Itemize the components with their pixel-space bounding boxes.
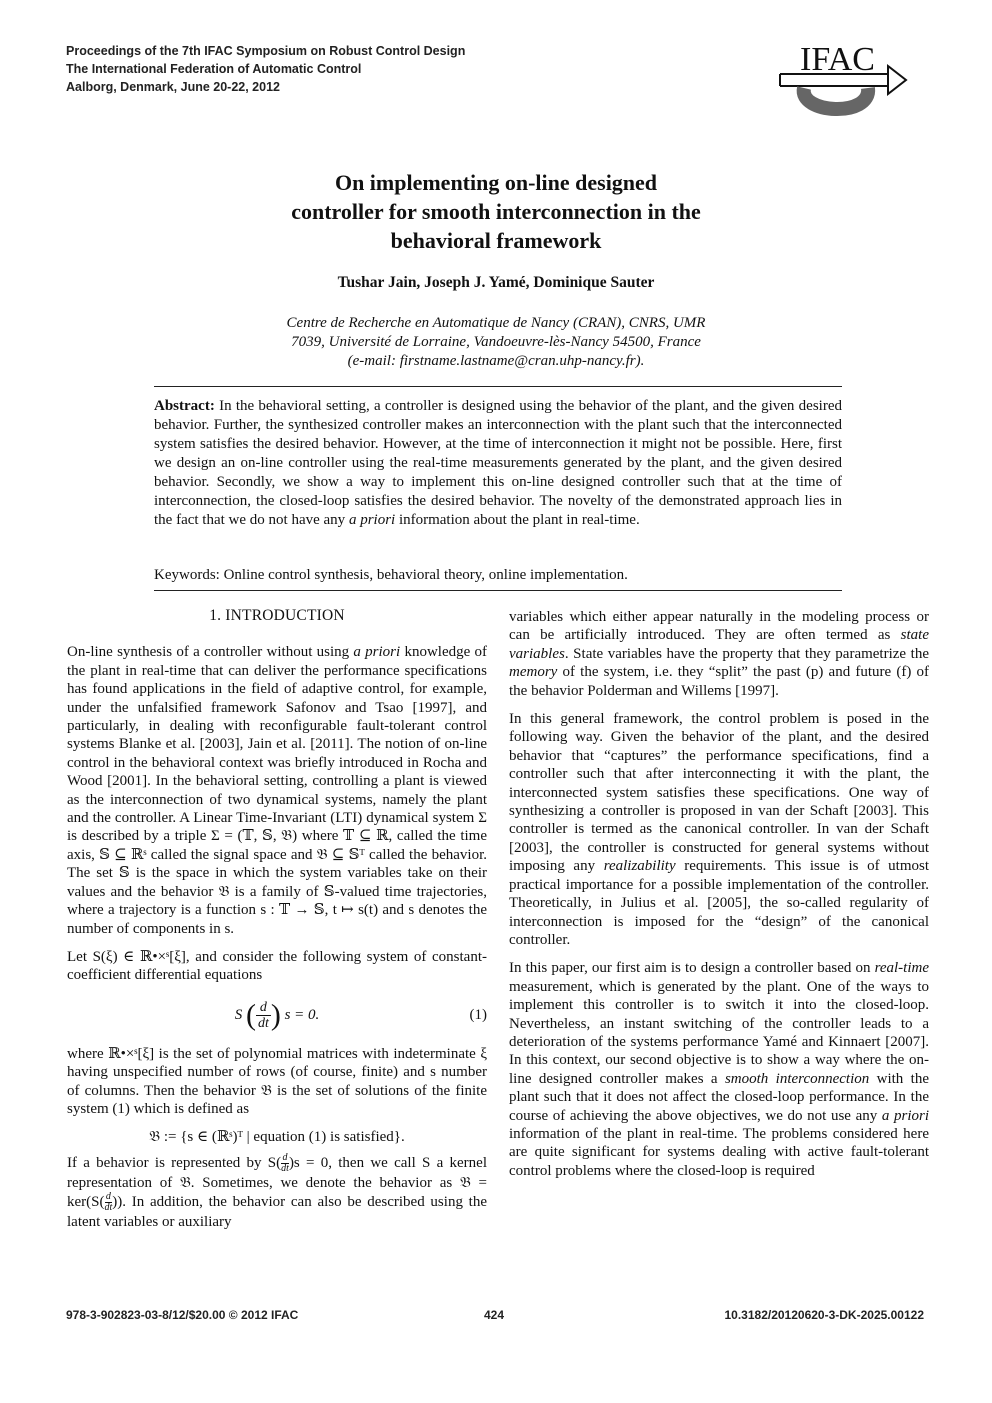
title-line-2: controller for smooth interconnection in the xyxy=(291,199,701,224)
affiliation-line-3: (e-mail: firstname.lastname@cran.uhp-nancy.fr). xyxy=(347,353,645,369)
intro-paragraph-2: Let S(ξ) ∈ ℝ•×ˢ[ξ], and consider the following system of constant-coefficient differential equations xyxy=(67,948,487,984)
text-run: variables which either appear naturally in the modeling process or can be artificially introduced. They are often termed as xyxy=(509,609,929,644)
text-run: On-line synthesis of a controller without using xyxy=(67,644,350,661)
frac-denominator: dt xyxy=(104,1202,113,1214)
text-run: In this paper, our first aim is to design a controller based on xyxy=(509,960,871,977)
right-paragraph-3 xyxy=(509,959,929,1180)
keywords: Keywords: Online control synthesis, behavioral theory, online implementation. xyxy=(154,567,628,583)
eq-rest: s = 0. xyxy=(284,1006,320,1023)
eq-symbol: S xyxy=(234,1006,243,1023)
abstract xyxy=(154,397,842,530)
text-run: . State variables have the property that they parametrize the xyxy=(564,645,929,662)
eq-numerator: d xyxy=(256,1000,271,1016)
italic-run: state variables xyxy=(509,627,929,662)
affiliation-line-2: 7039, Université de Lorraine, Vandoeuvre-lès-Nancy 54500, France xyxy=(291,334,701,350)
intro-paragraph-1 xyxy=(67,643,487,938)
affiliation xyxy=(200,314,792,371)
italic-run: memory xyxy=(509,664,558,681)
footer-page-number: 424 xyxy=(484,1308,505,1322)
eq-paren-close: ) xyxy=(270,998,281,1032)
text-run: information of the plant in real-time. The problems considered here are quite significant for systems dealing with active fault-tolerant control problems where the closed-loop is required xyxy=(509,1125,929,1179)
italic-run: real-time xyxy=(874,960,930,977)
text-run: If a behavior is represented by S( xyxy=(67,1154,282,1171)
equation-1 xyxy=(67,995,487,1035)
proceedings-header xyxy=(66,42,465,96)
italic-run: smooth interconnection xyxy=(724,1070,870,1087)
paper-title xyxy=(160,168,832,255)
equation-number: (1) xyxy=(469,1006,487,1023)
ifac-logo-text: IFAC xyxy=(800,41,875,78)
header-line-1: Proceedings of the 7th IFAC Symposium on Robust Control Design xyxy=(66,44,466,58)
frac-numerator: d xyxy=(105,1191,111,1203)
text-run: knowledge of the plant in real-time that can deliver the performance specifications has found applications in the field of adaptive control, for example, under the unfalsified framework Safonov and Tsao [1997], and particularly, in dealing with reconfigurable fault-tolerant control systems Blanke et al. [2003], Jain et al. [2011]. The notion of on-line control in the behavioral context was briefly introduced in Rocha and Wood [2001]. In the behavioral setting, controlling a plant is viewed as the interconnection of two dynamical systems, namely the plant and the controller. A Linear Time-Invariant (LTI) dynamical system Σ is described by a triple Σ = (𝕋, 𝕊, 𝔅) where 𝕋 ⊆ ℝ, called the time axis, 𝕊 ⊆ ℝˢ called the signal space and 𝔅 ⊆ 𝕊ᵀ called the behavior. The set 𝕊 is the space in which the system variables take on their values and the behavior 𝔅 is a family of 𝕊-valued time trajectories, where a trajectory is a function s : 𝕋 → 𝕊, t ↦ s(t) and s denotes the number of components in s. xyxy=(67,644,488,937)
text-run: of the system, i.e. they “split” the past (p) and future (f) of the behavior Polderman and Willems [1997]. xyxy=(509,664,929,699)
right-paragraph-1 xyxy=(509,608,929,700)
text-run: with the plant such that it does not affect the closed-loop performance. In the course of achieving the above objectives, we do not use any xyxy=(509,1070,930,1124)
ifac-logo xyxy=(776,36,910,128)
text-run: )). In addition, the behavior can also be described using the latent variables or auxiliary xyxy=(67,1194,487,1231)
text-run: )s = 0, then we call S a kernel representation of 𝔅. Sometimes, we denote the behavior as 𝔅 = ker(S( xyxy=(67,1154,487,1211)
footer-doi: 10.3182/20120620-3-DK-2025.00122 xyxy=(724,1308,924,1322)
abstract-label: Abstract: xyxy=(154,398,215,414)
title-line-1: On implementing on-line designed xyxy=(334,170,658,195)
equation-2: 𝔅 := {s ∈ (ℝˢ)ᵀ | equation (1) is satisfied}. xyxy=(149,1129,405,1146)
authors: Tushar Jain, Joseph J. Yamé, Dominique Sauter xyxy=(337,274,655,291)
frac-denominator: dt xyxy=(281,1162,289,1174)
abstract-top-rule xyxy=(154,386,842,387)
right-paragraph-2 xyxy=(509,710,929,949)
abstract-italic: a priori xyxy=(348,512,396,528)
affiliation-line-1: Centre de Recherche en Automatique de Nancy (CRAN), CNRS, UMR xyxy=(286,315,706,331)
title-line-3: behavioral framework xyxy=(390,228,602,253)
right-column xyxy=(509,608,929,1190)
left-column xyxy=(67,607,487,1242)
header-line-2: The International Federation of Automatic Control xyxy=(66,62,362,76)
frac-numerator: d xyxy=(282,1151,288,1163)
italic-run: a priori xyxy=(353,644,401,661)
eq-paren-open: ( xyxy=(245,998,256,1032)
intro-paragraph-3: where ℝ•×ˢ[ξ] is the set of polynomial matrices with indeterminate ξ having unspecified number of rows (of course, finite) and s number of columns. Then the behavior 𝔅 is the set of solutions of the finite system (1) which is defined as xyxy=(67,1045,487,1117)
abstract-text-1: In the behavioral setting, a controller is designed using the behavior of the plant, and the given desired behavior. Further, the synthesized controller makes an interconnection with the plant such that the interconnected system satisfies the desired behavior. However, at the time of interconnection it might not be possible. Here, first we design an on-line controller using the real-time measurements generated by the plant, and the given desired behavior. Secondly, we show a way to implement this on-line designed controller such that at the time of interconnection, the closed-loop satisfies the desired behavior. The novelty of the demonstrated approach lies in the fact that we do not have any xyxy=(154,398,842,528)
inline-fraction xyxy=(281,1153,289,1174)
footer-isbn: 978-3-902823-03-8/12/$20.00 © 2012 IFAC xyxy=(66,1308,299,1322)
abstract-text-2: information about the plant in real-time. xyxy=(398,512,640,528)
text-run: measurement, which is generated by the plant. One of the ways to implement this controller is to switch it into the closed-loop. Nevertheless, an instant switching of the controller leads to a deterioration of the systems performance Yamé and Kinnaert [2007]. In this context, our second objective is to show a way where the on-line designed controller makes a xyxy=(509,978,929,1087)
eq-fraction xyxy=(256,1000,271,1031)
abstract-bottom-rule xyxy=(154,590,842,591)
italic-run: a priori xyxy=(881,1107,930,1124)
text-run: requirements. This issue is of utmost practical importance for a possible implementation of the controller. Theoretically, in Julius et al. [2005], the so-called regularity of interconnection is imposed for the “design” of the canonical controller. xyxy=(509,858,929,948)
section-title: 1. INTRODUCTION xyxy=(209,607,345,624)
text-run: In this general framework, the control problem is posed in the following way. Given the behavior of the plant, and the desired behavior that “captures” the performance specifications, find a controller such that after interconnecting it with the plant, the interconnected system satisfies these specifications. One way of synthesizing a controller is proposed in van der Schaft [2003]. This controller is termed as the canonical controller. In van der Schaft [2003], the controller is constructed for general systems without imposing any xyxy=(509,711,929,875)
intro-paragraph-4 xyxy=(67,1153,487,1232)
eq-denominator: dt xyxy=(257,1015,269,1031)
header-line-3: Aalborg, Denmark, June 20-22, 2012 xyxy=(66,80,280,94)
italic-run: realizability xyxy=(603,858,676,875)
